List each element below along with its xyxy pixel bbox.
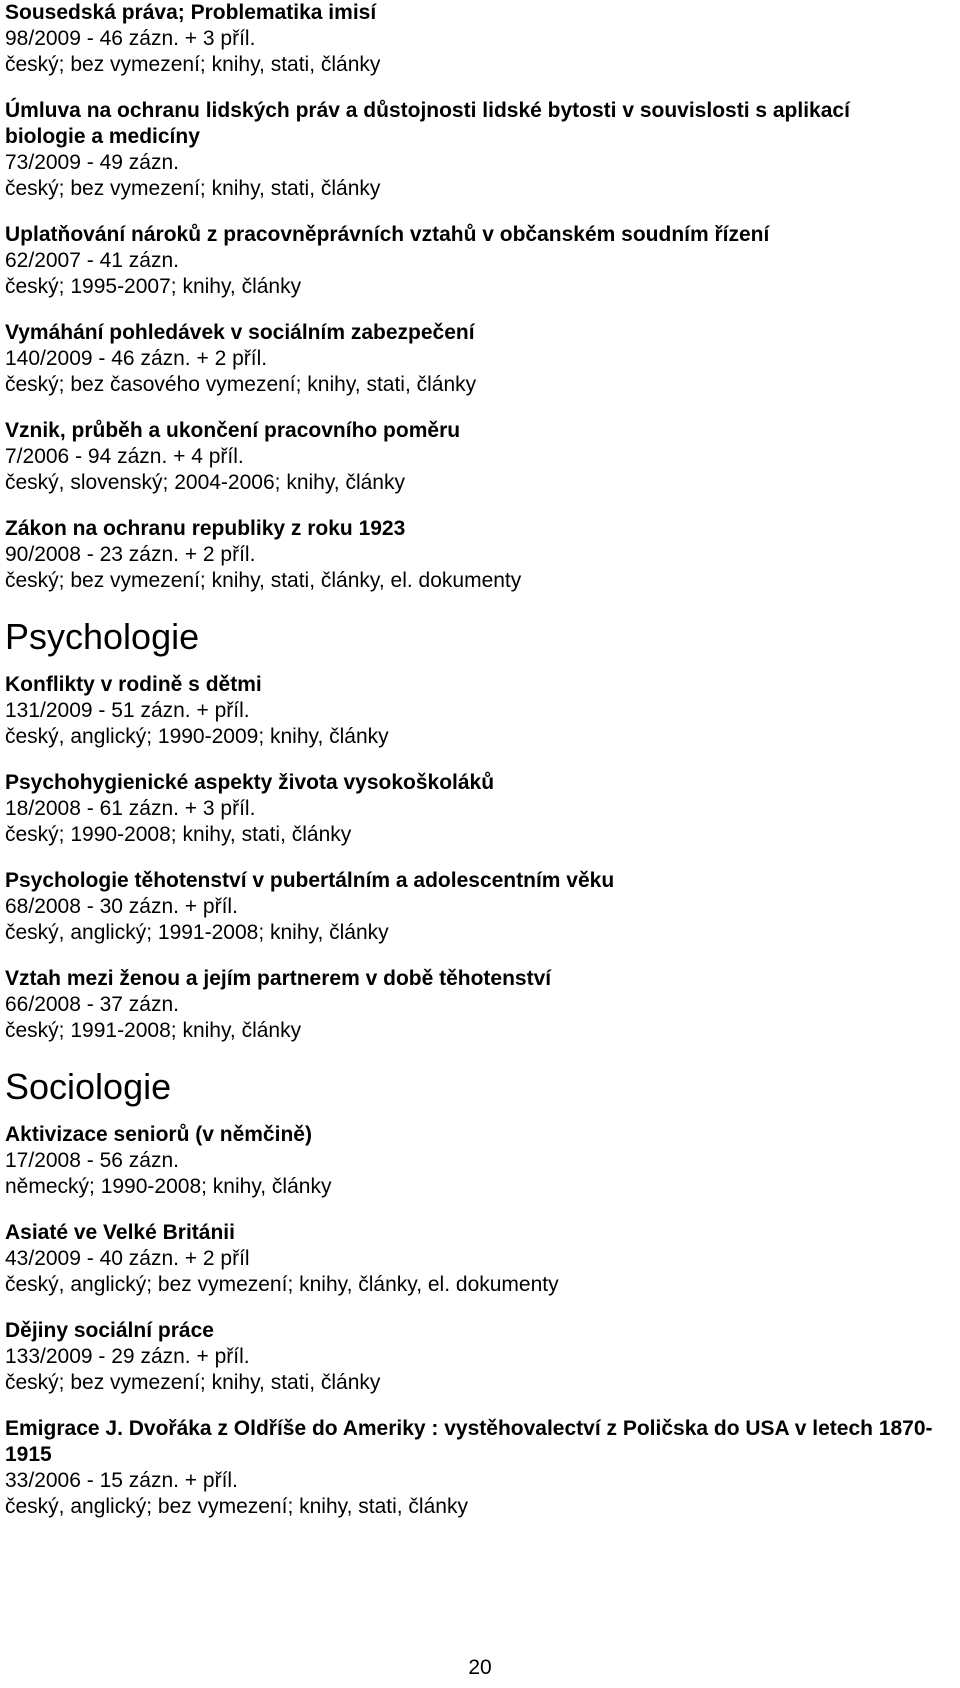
entry-info: český; 1990-2008; knihy, stati, články (5, 823, 352, 846)
section-sociology (5, 1066, 955, 1520)
entry-records: 98/2009 - 46 zázn. + 3 příl. (5, 27, 256, 50)
entry-info: český; 1995-2007; knihy, články (5, 275, 302, 298)
entry-records: 7/2006 - 94 zázn. + 4 příl. (5, 445, 244, 468)
entry-info: český; bez vymezení; knihy, stati, články (5, 1371, 381, 1394)
entry-title: Psychohygienické aspekty života vysokoškoláků (5, 771, 495, 794)
entry-records: 68/2008 - 30 zázn. + příl. (5, 895, 238, 918)
entry-title: Vymáhání pohledávek v sociálním zabezpečení (5, 321, 475, 344)
entry-info: český, anglický; 1990-2009; knihy, články (5, 725, 389, 748)
list-item (5, 1122, 955, 1200)
entry-title: Uplatňování nároků z pracovněprávních vztahů v občanském soudním řízení (5, 223, 770, 246)
entry-records: 140/2009 - 46 zázn. + 2 příl. (5, 347, 268, 370)
entry-title: Zákon na ochranu republiky z roku 1923 (5, 517, 406, 540)
entry-title: Psychologie těhotenství v pubertálním a adolescentním věku (5, 869, 615, 892)
entry-records: 90/2008 - 23 zázn. + 2 příl. (5, 543, 256, 566)
entry-title: Asiaté ve Velké Británii (5, 1221, 235, 1244)
entry-records: 17/2008 - 56 zázn. (5, 1149, 179, 1172)
entry-info: český, anglický; bez vymezení; knihy, stati, články (5, 1495, 468, 1518)
entry-records: 66/2008 - 37 zázn. (5, 993, 179, 1016)
entry-title: Konflikty v rodině s dětmi (5, 673, 262, 696)
entry-title: Vztah mezi ženou a jejím partnerem v době těhotenství (5, 967, 552, 990)
list-item (5, 966, 955, 1044)
entry-records: 18/2008 - 61 zázn. + 3 příl. (5, 797, 256, 820)
list-item (5, 672, 955, 750)
entry-title: Emigrace J. Dvořáka z Oldříše do Ameriky : vystěhovalectví z Poličska do USA v letech 1870-1915 (5, 1417, 933, 1466)
list-item (5, 418, 955, 496)
entry-info: německý; 1990-2008; knihy, články (5, 1175, 332, 1198)
entry-records: 43/2009 - 40 zázn. + 2 příl (5, 1247, 250, 1270)
entry-info: český; bez časového vymezení; knihy, stati, články (5, 373, 477, 396)
entry-info: český, anglický; 1991-2008; knihy, články (5, 921, 389, 944)
list-item (5, 320, 955, 398)
list-item (5, 98, 955, 202)
entry-records: 33/2006 - 15 zázn. + příl. (5, 1469, 238, 1492)
section-law (5, 0, 955, 594)
document-page (5, 0, 955, 1520)
entry-title: Vznik, průběh a ukončení pracovního poměru (5, 419, 461, 442)
entry-records: 73/2009 - 49 zázn. (5, 151, 179, 174)
list-item (5, 516, 955, 594)
entry-info: český, slovenský; 2004-2006; knihy, články (5, 471, 405, 494)
entry-info: český, anglický; bez vymezení; knihy, články, el. dokumenty (5, 1273, 559, 1296)
list-item (5, 0, 955, 78)
section-psychology (5, 616, 955, 1044)
entry-title: Aktivizace seniorů (v němčině) (5, 1123, 312, 1146)
entry-info: český; 1991-2008; knihy, články (5, 1019, 302, 1042)
list-item (5, 1318, 955, 1396)
list-item (5, 1416, 955, 1520)
list-item (5, 770, 955, 848)
list-item (5, 222, 955, 300)
page-number: 20 (468, 1656, 492, 1679)
section-heading: Sociologie (5, 1066, 172, 1107)
list-item (5, 868, 955, 946)
entry-records: 131/2009 - 51 zázn. + příl. (5, 699, 250, 722)
entry-records: 62/2007 - 41 zázn. (5, 249, 179, 272)
entry-title: Úmluva na ochranu lidských práv a důstojnosti lidské bytosti v souvislosti s aplikací biologie a medicíny (5, 99, 850, 148)
entry-records: 133/2009 - 29 zázn. + příl. (5, 1345, 250, 1368)
entry-info: český; bez vymezení; knihy, stati, články (5, 53, 381, 76)
entry-info: český; bez vymezení; knihy, stati, články, el. dokumenty (5, 569, 522, 592)
entry-title: Sousedská práva; Problematika imisí (5, 1, 377, 24)
section-heading: Psychologie (5, 616, 200, 657)
list-item (5, 1220, 955, 1298)
entry-title: Dějiny sociální práce (5, 1319, 214, 1342)
entry-info: český; bez vymezení; knihy, stati, články (5, 177, 381, 200)
